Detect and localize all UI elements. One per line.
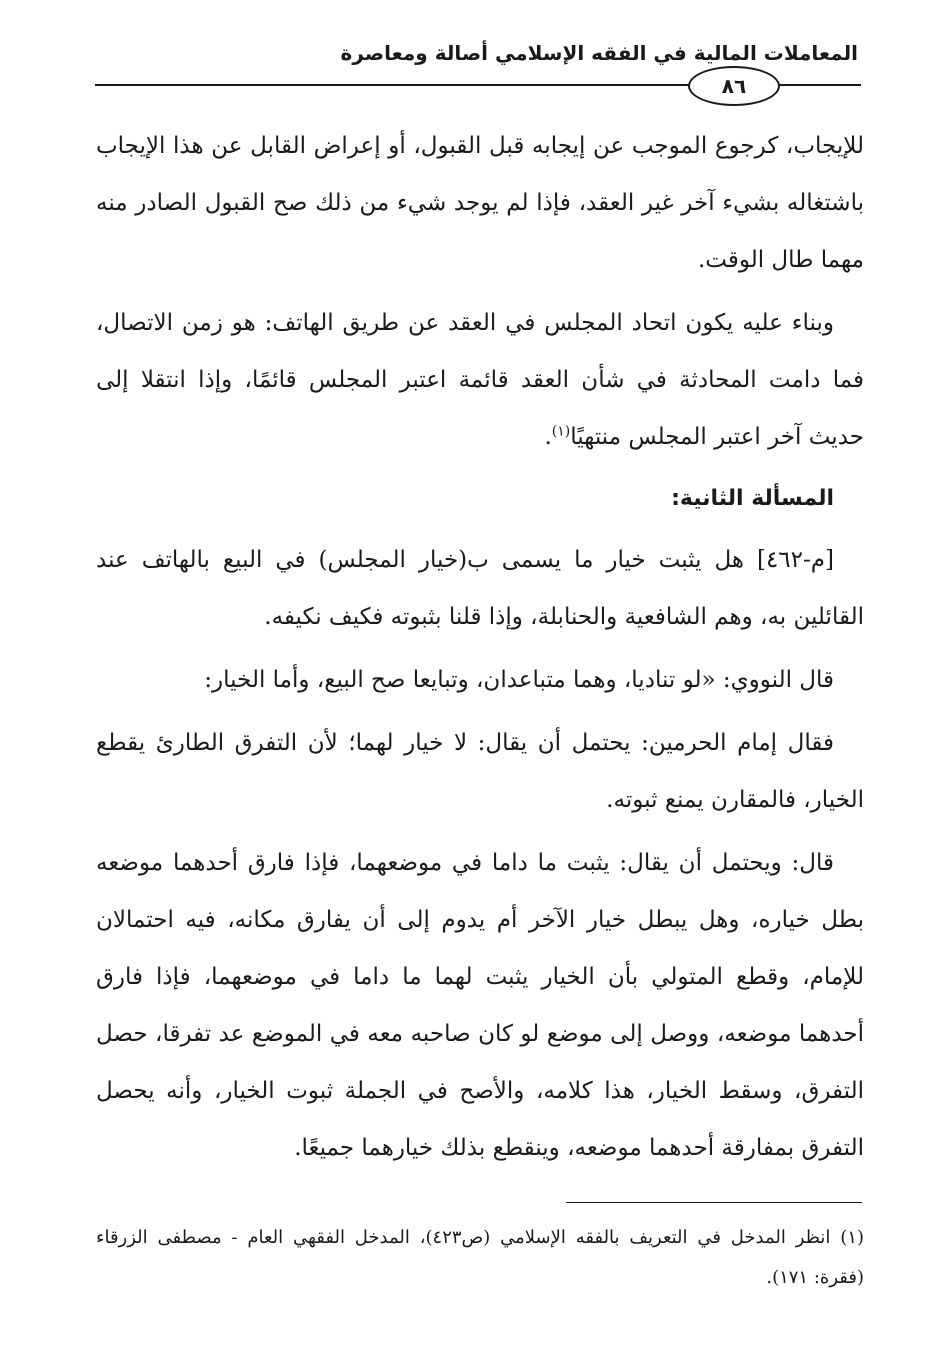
- running-header-title: المعاملات المالية في الفقه الإسلامي أصالة ومعاصرة: [340, 41, 858, 65]
- body-text: [96, 118, 864, 1183]
- paragraph-2-text: وبناء عليه يكون اتحاد المجلس في العقد عن طريق الهاتف: هو زمن الاتصال، فما دامت المحادثة في شأن العقد قائمة اعتبر المجلس قائمًا، وإذا انتقلا إلى حديث آخر اعتبر المجلس منتهيًا: [96, 310, 864, 450]
- footnote-rule: [566, 1202, 862, 1203]
- paragraph-3: [م-٤٦٢] هل يثبت خيار ما يسمى ب(خيار المجلس) في البيع بالهاتف عند القائلين به، وهم الشافعية والحنابلة، وإذا قلنا بثبوته فكيف نكيفه.: [96, 547, 864, 630]
- footnote: (١) انظر المدخل في التعريف بالفقه الإسلامي (ص٤٢٣)، المدخل الفقهي العام - مصطفى الزرقاء (فقرة: ١٧١).: [96, 1227, 864, 1288]
- page-number: ٨٦: [688, 66, 780, 106]
- paragraph-4: قال النووي: «لو تناديا، وهما متباعدان، وتبايعا صح البيع، وأما الخيار:: [204, 667, 834, 693]
- footnote-reference: (١): [551, 423, 571, 440]
- paragraph-6: قال: ويحتمل أن يقال: يثبت ما داما في موضعهما، فإذا فارق أحدهما موضعه بطل خياره، وهل يبطل خيار الآخر أم يدوم إلى أن يفارق مكانه، فيه احتمالان للإمام، وقطع المتولي بأن الخيار يثبت لهما ما داما في موضعهما، فإذا فارق أحدهما موضعه، ووصل إلى موضع لو كان صاحبه معه في الموضع عد تفرقا، حصل التفرق، وسقط الخيار، هذا كلامه، والأصح في الجملة ثبوت الخيار، وأنه يحصل التفرق بمفارقة أحدهما موضعه، وينقطع بذلك خيارهما جميعًا.: [96, 850, 864, 1161]
- paragraph-1: للإيجاب، كرجوع الموجب عن إيجابه قبل القبول، أو إعراض القابل عن هذا الإيجاب باشتغاله بشيء آخر غير العقد، فإذا لم يوجد شيء من ذلك صح القبول الصادر منه مهما طال الوقت.: [96, 133, 864, 273]
- paragraph-5: فقال إمام الحرمين: يحتمل أن يقال: لا خيار لهما؛ لأن التفرق الطارئ يقطع الخيار، فالمقارن يمنع ثبوته.: [96, 730, 864, 813]
- section-heading: المسألة الثانية:: [671, 486, 834, 511]
- paragraph-2-end: .: [544, 424, 552, 450]
- paragraph-2: [96, 295, 864, 466]
